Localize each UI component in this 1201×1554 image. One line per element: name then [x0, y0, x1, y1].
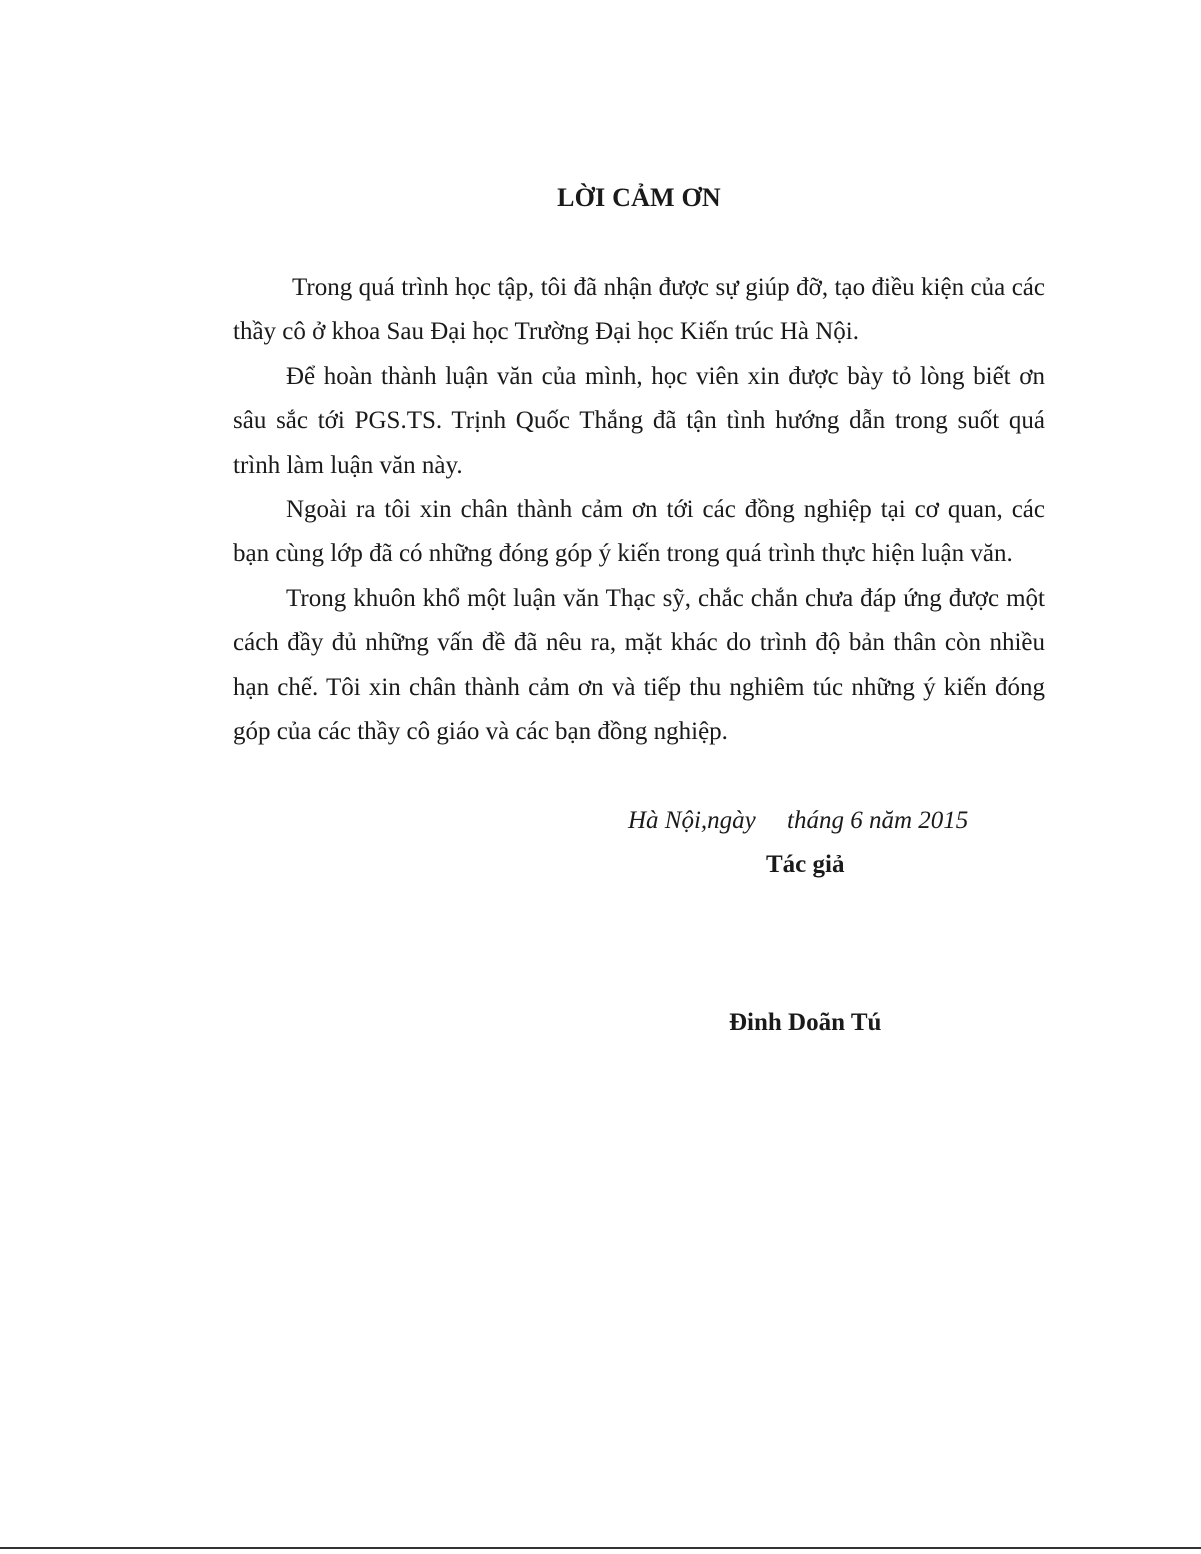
signature-role: Tác giả [766, 851, 845, 878]
paragraph-4: Trong khuôn khổ một luận văn Thạc sỹ, chắc chắn chưa đáp ứng được một cách đầy đủ những vấn đề đã nêu ra, mặt khác do trình độ bản thân còn nhiều hạn chế. Tôi xin chân thành cảm ơn và tiếp thu nghiêm túc những ý kiến đóng góp của các thầy cô giáo và các bạn đồng nghiệp. [233, 584, 1045, 746]
acknowledgement-body [233, 266, 1045, 754]
signature-name: Đinh Doãn Tú [729, 1009, 882, 1036]
paragraph-2: Để hoàn thành luận văn của mình, học viên xin được bày tỏ lòng biết ơn sâu sắc tới PGS.TS. Trịnh Quốc Thắng đã tận tình hướng dẫn trong suốt quá trình làm luận văn này. [233, 362, 1045, 479]
page-bottom-rule [0, 1547, 1201, 1549]
paragraph-1: Trong quá trình học tập, tôi đã nhận được sự giúp đỡ, tạo điều kiện của các thầy cô ở khoa Sau Đại học Trường Đại học Kiến trúc Hà Nội. [233, 274, 1045, 346]
page-title: LỜI CẢM ƠN [557, 183, 721, 212]
paragraph-3: Ngoài ra tôi xin chân thành cảm ơn tới các đồng nghiệp tại cơ quan, các bạn cùng lớp đã có những đóng góp ý kiến trong quá trình thực hiện luận văn. [233, 496, 1045, 568]
signature-date-line: Hà Nội,ngày tháng 6 năm 2015 [628, 807, 969, 834]
